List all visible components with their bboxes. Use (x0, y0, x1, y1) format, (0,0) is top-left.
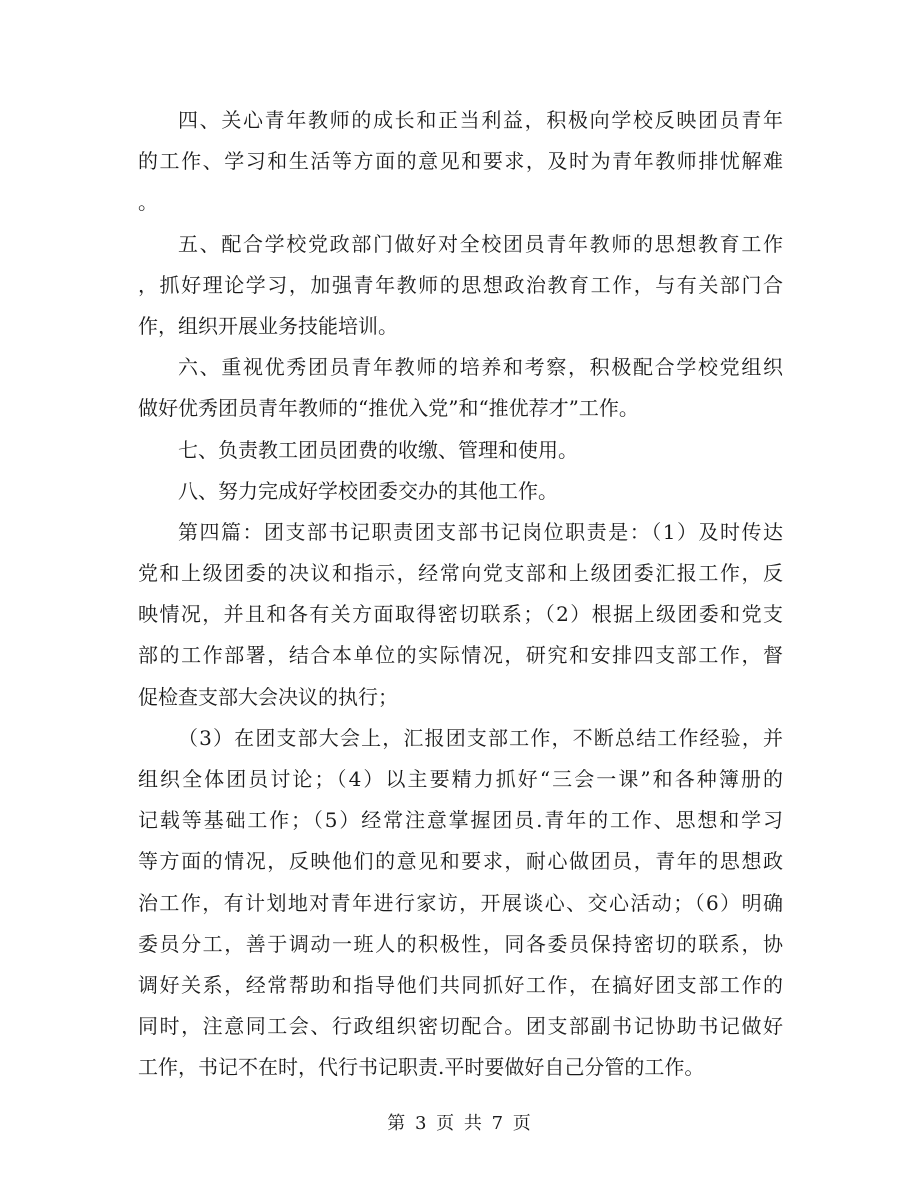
text-line: 治工作，有计划地对青年进行家访，开展谈心、交心活动；（6）明确 (138, 890, 783, 915)
text-line: 部的工作部署，结合本单位的实际情况，研究和安排四支部工作，督 (138, 643, 783, 668)
text-line: 七、负责教工团员团费的收缴、管理和使用。 (178, 437, 578, 462)
text-line: 做好优秀团员青年教师的“推优入党”和“推优荐才”工作。 (138, 396, 639, 421)
text-line: 的工作、学习和生活等方面的意见和要求，及时为青年教师排忧解难 (138, 149, 783, 174)
text-line: 第四篇：团支部书记职责团支部书记岗位职责是：（1）及时传达 (178, 519, 783, 544)
text-line: 映情况，并且和各有关方面取得密切联系；（2）根据上级团委和党支 (138, 602, 783, 627)
text-line: 促检查支部大会决议的执行； (138, 684, 398, 709)
text-line: 作，组织开展业务技能培训。 (138, 313, 398, 338)
text-line: 工作，书记不在时，代行书记职责.平时要做好自己分管的工作。 (138, 1055, 705, 1080)
text-line: ，抓好理论学习，加强青年教师的思想政治教育工作，与有关部门合 (138, 272, 783, 297)
text-line: 委员分工，善于调动一班人的积极性，同各委员保持密切的联系，协 (138, 931, 783, 956)
page-footer: 第 3 页 共 7 页 (387, 1113, 533, 1134)
document-body (138, 100, 783, 1089)
text-line: 六、重视优秀团员青年教师的培养和考察，积极配合学校党组织 (178, 355, 783, 380)
text-line: 五、配合学校党政部门做好对全校团员青年教师的思想教育工作 (178, 231, 783, 256)
text-line: 记载等基础工作；（5）经常注意掌握团员.青年的工作、思想和学习 (138, 808, 783, 833)
text-line: （3）在团支部大会上，汇报团支部工作，不断总结工作经验，并 (178, 725, 783, 750)
text-line: 组织全体团员讨论；（4）以主要精力抓好“三会一课”和各种簿册的 (138, 767, 783, 791)
text-line: 等方面的情况，反映他们的意见和要求，耐心做团员，青年的思想政 (138, 849, 783, 874)
text-line: 。 (138, 190, 158, 215)
text-line: 同时，注意同工会、行政组织密切配合。团支部副书记协助书记做好 (138, 1014, 783, 1039)
text-line: 四、关心青年教师的成长和正当利益，积极向学校反映团员青年 (178, 108, 783, 132)
text-line: 党和上级团委的决议和指示，经常向党支部和上级团委汇报工作，反 (138, 561, 783, 586)
text-line: 调好关系，经常帮助和指导他们共同抓好工作，在搞好团支部工作的 (138, 972, 783, 997)
text-line: 八、努力完成好学校团委交办的其他工作。 (178, 478, 558, 503)
